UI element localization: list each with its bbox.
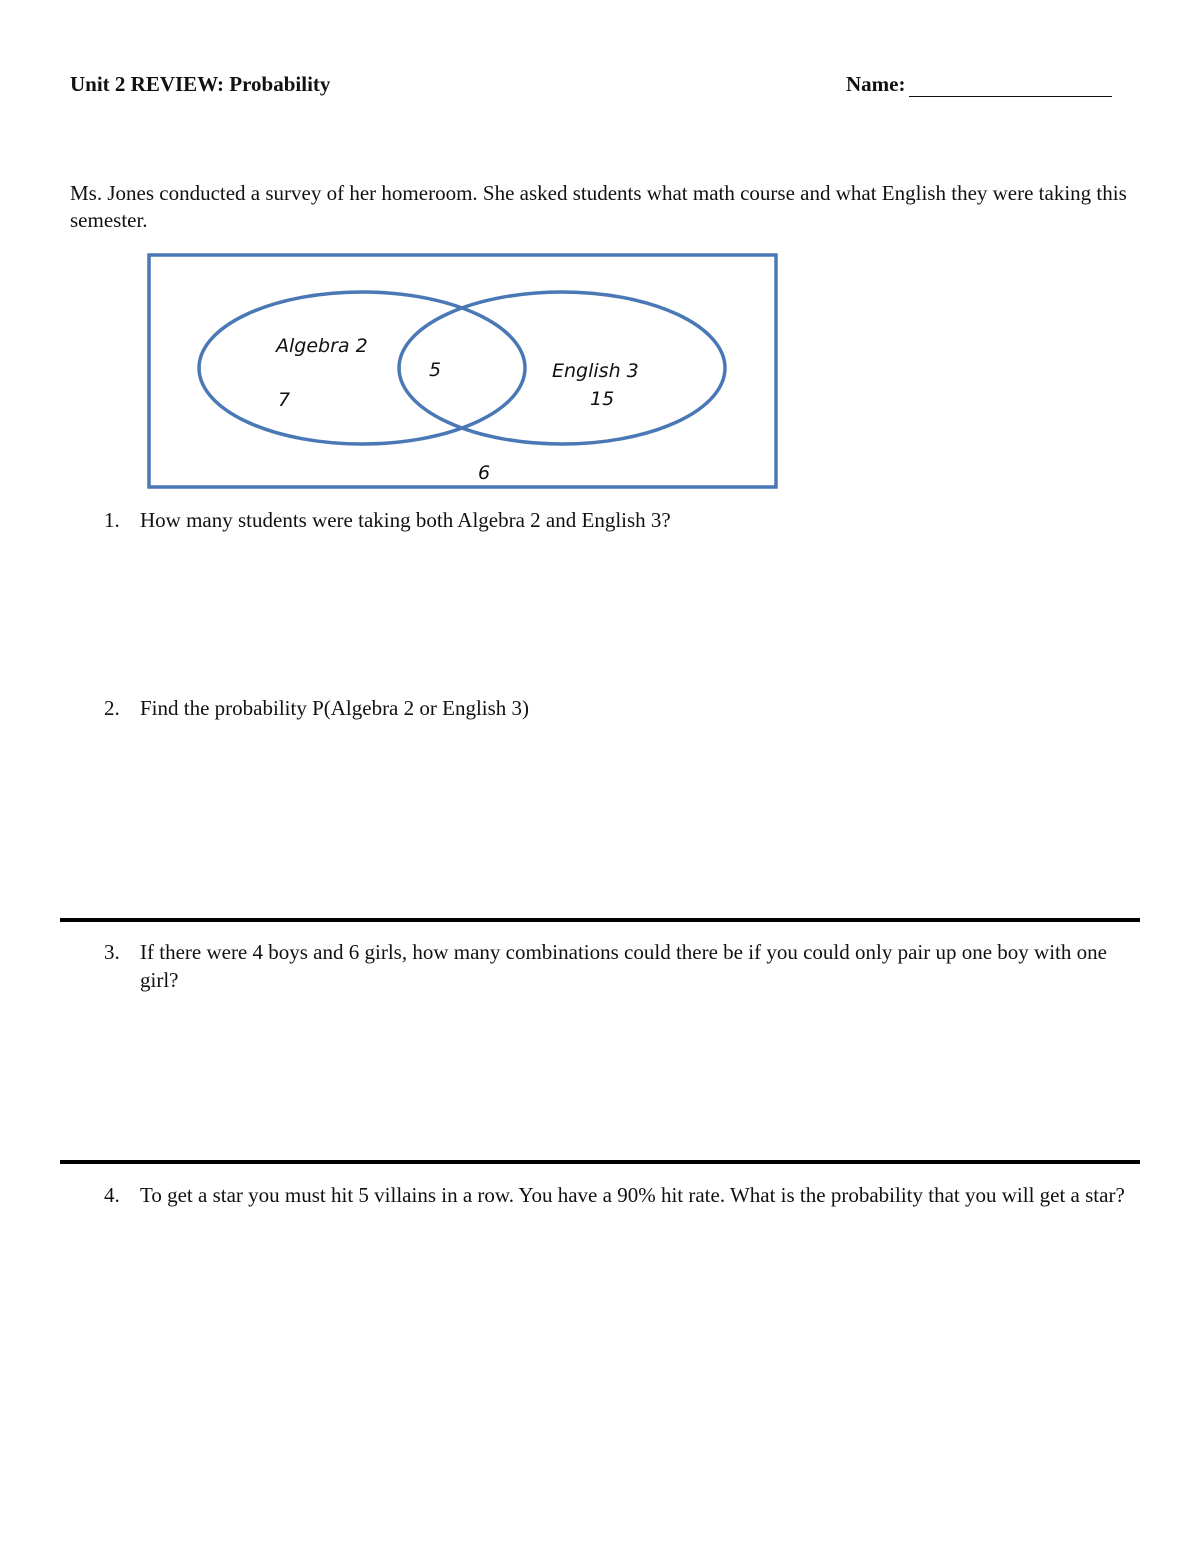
name-field[interactable] [846,72,1112,97]
venn-value-algebra-only: 7 [278,389,291,411]
name-label: Name: [846,72,906,96]
venn-universe-box [149,255,776,487]
venn-label-algebra: Algebra 2 [276,335,368,357]
venn-value-both: 5 [429,359,442,381]
venn-label-english: English 3 [552,360,639,382]
worksheet-title: Unit 2 REVIEW: Probability [70,72,331,96]
venn-circle-algebra [199,292,525,444]
section-divider [60,1160,1140,1164]
question-text: How many students were taking both Algebra 2 and English 3? [140,508,671,532]
question-number: 3. [104,940,120,964]
section-divider [60,918,1140,922]
venn-diagram [146,252,780,492]
question-number: 4. [104,1183,120,1207]
question-text: To get a star you must hit 5 villains in a row. You have a 90% hit rate. What is the probability that you will get a star? [140,1183,1125,1207]
question-number: 1. [104,508,120,532]
question-number: 2. [104,696,120,720]
question-text: If there were 4 boys and 6 girls, how many combinations could there be if you could only pair up one boy with one girl? [140,940,1107,992]
question-text: Find the probability P(Algebra 2 or English 3) [140,696,530,720]
name-blank-line[interactable] [909,74,1112,97]
venn-value-english-only: 15 [590,388,615,410]
venn-value-neither: 6 [478,462,491,484]
intro-paragraph: Ms. Jones conducted a survey of her homeroom. She asked students what math course and what English they were taking this semester. [70,181,1127,232]
